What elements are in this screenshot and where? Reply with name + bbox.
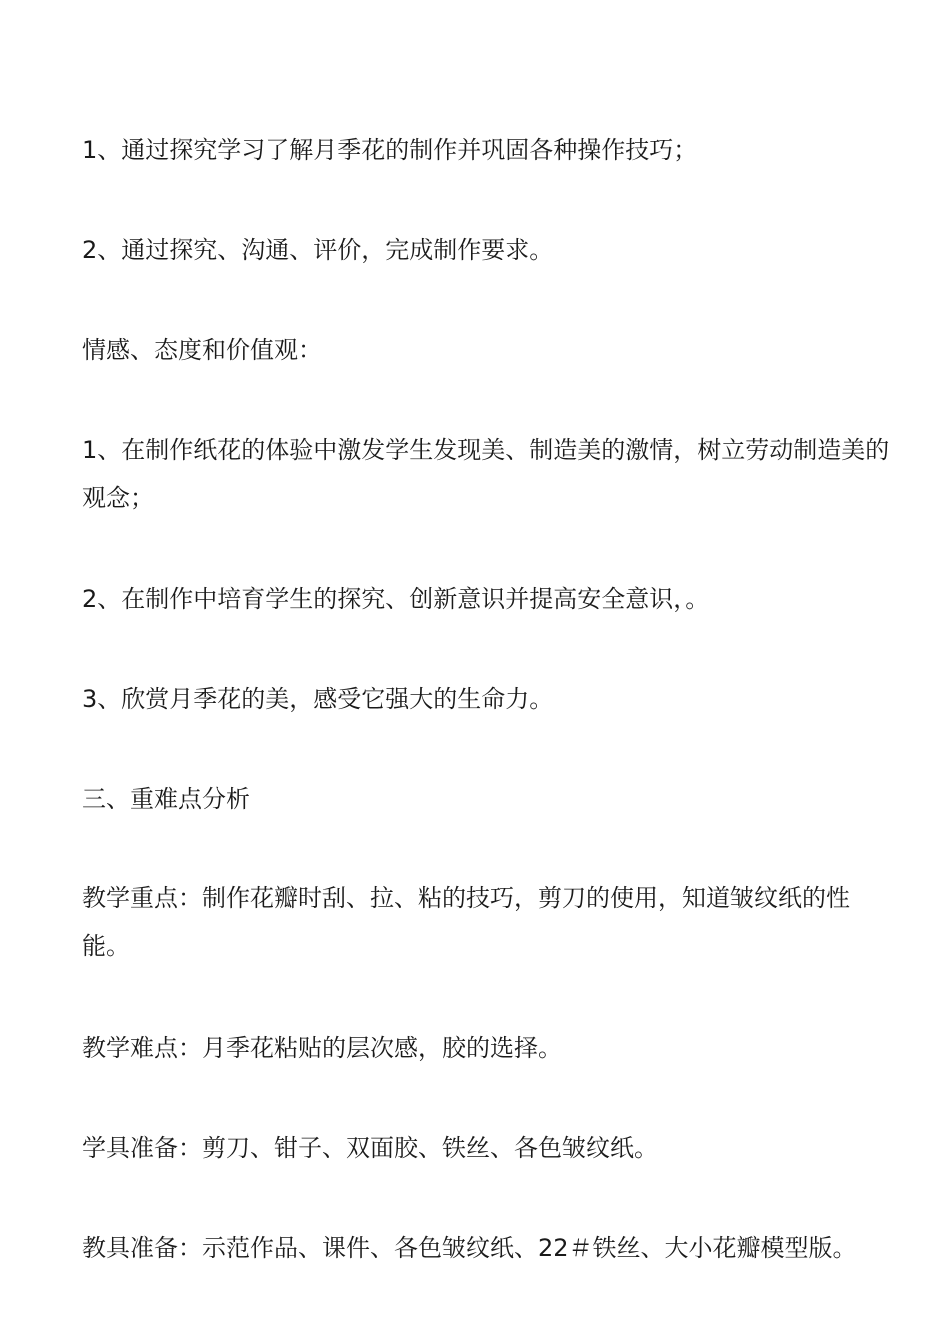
teacher-materials: 教具准备：示范作品、课件、各色皱纹纸、22＃铁丝、大小花瓣模型版。 [82,1234,857,1262]
section-heading-values: 情感、态度和价值观： [82,336,322,364]
objective-item-1: 1、通过探究学习了解月季花的制作并巩固各种操作技巧； [82,136,698,164]
teaching-difficulty: 教学难点：月季花粘贴的层次感，胶的选择。 [82,1034,562,1062]
values-item-2: 2、在制作中培育学生的探究、创新意识并提高安全意识，。 [82,585,710,613]
teaching-focus: 教学重点：制作花瓣时刮、拉、粘的技巧，剪刀的使用，知道皱纹纸的性能。 [82,884,850,960]
objective-item-2: 2、通过探究、沟通、评价，完成制作要求。 [82,236,554,264]
values-item-1: 1、在制作纸花的体验中激发学生发现美、制造美的激情，树立劳动制造美的观念； [82,436,890,512]
student-materials: 学具准备：剪刀、钳子、双面胶、铁丝、各色皱纹纸。 [82,1134,658,1162]
values-item-3: 3、欣赏月季花的美，感受它强大的生命力。 [82,685,554,713]
section-heading-keypoints: 三、重难点分析 [82,785,250,813]
